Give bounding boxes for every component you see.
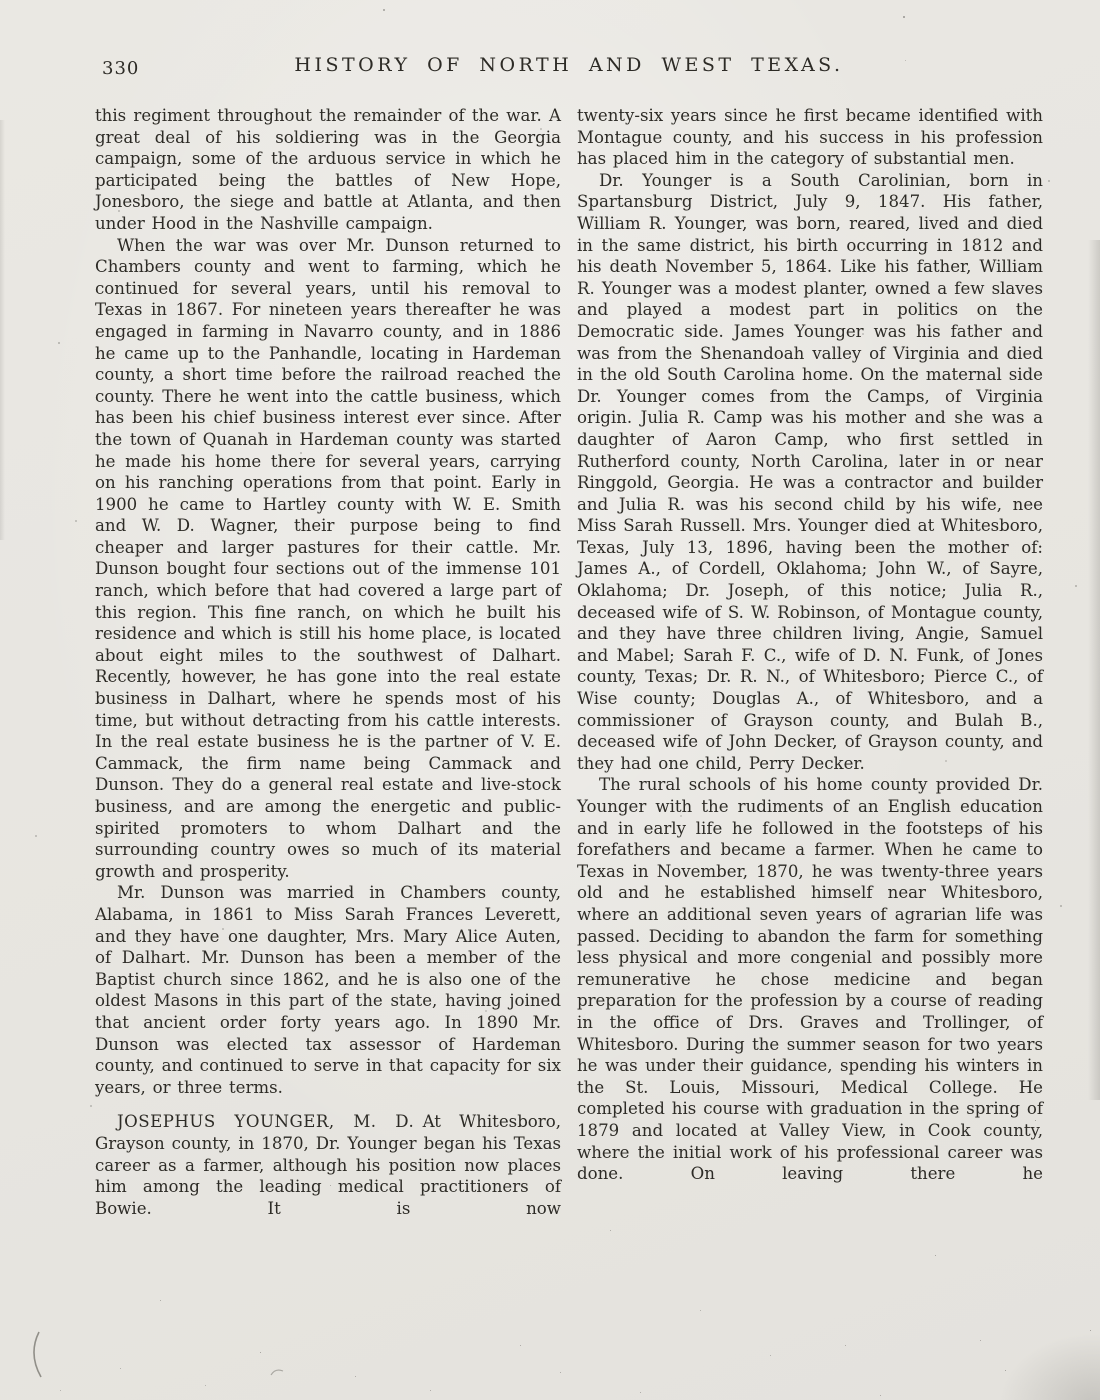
paragraph-text: Dr. Younger is a South Carolinian, born in Spartansburg District, July 9, 1847. His father, William R. Younger, was born, reared, lived and died in the same district, his birth occurring in 1812 and his death November 5, 1864. Like his father, William R. Younger was a modest planter, owned a few slaves and played a modest part in politics on the Democratic side. James Younger was his father and was from the Shenandoah valley of Virginia and died in the old South Carolina home. On the maternal side Dr. Younger comes from the Camps, of Virginia origin. Julia R. Camp was his mother and she was a daughter of Aaron Camp, who first settled in Rutherford county, North Carolina, later in or near Ringgold, Georgia. He was a contractor and builder and Julia R. was his second child by his wife, nee Miss Sarah Russell. Mrs. Younger died at Whitesboro, Texas, July 13, 1896, having been the mother of: James A., of Cordell, Oklahoma; John W., of Sayre, Oklahoma; Dr. Joseph, of this notice; Julia R., deceased wife of S. W. Robinson, of Montague county, and they have three children living, Angie, Samuel and Mabel; Sarah F. C., wife of D. N. Funk, of Jones county, Texas; Dr. R. N., of Whitesboro; Pierce C., of Wise county; Douglas A., of Whitesboro, and a commissioner of Grayson county, and Bulah B., deceased wife of John Decker, of Grayson county, and they had one child, Perry Decker. (577, 170, 1043, 773)
page-header (0, 48, 1100, 88)
paragraph-text: At Whitesboro, Grayson county, in 1870, Dr. Younger began his Texas career as a farmer, although his position now places him among the leading medical practitioners of Bowie. It is now (95, 1112, 561, 1218)
paragraph-text: twenty-six years since he first became identified with Montague county, and his success in his profession has placed him in the category of substantial men. (577, 106, 1043, 169)
running-title: HISTORY OF NORTH AND WEST TEXAS. (294, 54, 844, 76)
paper-speckles-fine (0, 0, 1, 1)
text-body (95, 105, 1043, 1219)
pen-mark-artifact (28, 1330, 48, 1380)
text-column-right (577, 105, 1043, 1219)
scan-edge-shading-left (0, 120, 5, 540)
scan-edge-shading-right (1088, 240, 1100, 1100)
text-column-left (95, 105, 561, 1219)
paragraph-text: When the war was over Mr. Dunson returned to Chambers county and went to farming, which he continued for several years, until his removal to Texas in 1867. For nineteen years thereafter he was engaged in farming in Navarro county, and in 1886 he came up to the Panhandle, locating in Hardeman county, a short time before the railroad reached the county. There he went into the cattle business, which has been his chief business interest ever since. After the town of Quanah in Hardeman county was started he made his home there for several years, carrying on his ranching operations from that point. Early in 1900 he came to Hartley county with W. E. Smith and W. D. Wagner, their purpose being to find cheaper and larger pastures for their cattle. Mr. Dunson bought four sections out of the immense 101 ranch, which before that had covered a large part of this region. This fine ranch, on which he built his residence and which is still his home place, is located about eight miles to the southwest of Dalhart. Recently, however, he has gone into the real estate business in Dalhart, where he spends most of his time, but without detracting from his cattle interests. In the real estate business he is the partner of V. E. Cammack, the firm name being Cammack and Dunson. They do a general real estate and live-stock business, and are among the energetic and public-spirited promoters to whom Dalhart and the surrounding country owes so much of its material growth and prosperity. (95, 235, 561, 881)
scratch-mark-artifact (270, 1366, 286, 1378)
entry-heading: JOSEPHUS YOUNGER, M. D. (117, 1112, 415, 1132)
paragraph (577, 774, 1043, 1184)
paragraph (95, 1111, 561, 1219)
page-number: 330 (102, 58, 140, 79)
paragraph (95, 235, 561, 883)
paragraph-text: The rural schools of his home county provided Dr. Younger with the rudiments of an English education and in early life he followed in the footsteps of his forefathers and became a farmer. When he came to Texas in November, 1870, he was twenty-three years old and he established himself near Whitesboro, where an additional seven years of agrarian life was passed. Deciding to abandon the farm for something less physical and more congenial and possibly more remunerative he chose medicine and began preparation for the profession by a course of reading in the office of Drs. Graves and Trollinger, of Whitesboro. During the summer season for two years he was under their guidance, spending his winters in the St. Louis, Missouri, Medical College. He completed his course with graduation in the spring of 1879 and located at Valley View, in Cook county, where the initial work of his professional career was done. On leaving there he (577, 775, 1043, 1184)
scan-corner-smudge (998, 1332, 1100, 1400)
paragraph (577, 170, 1043, 775)
paragraph-text: Mr. Dunson was married in Chambers county, Alabama, in 1861 to Miss Sarah Frances Leverett, and they have one daughter, Mrs. Mary Alice Auten, of Dalhart. Mr. Dunson has been a member of the Baptist church since 1862, and he is also one of the oldest Masons in this part of the state, having joined that ancient order forty years ago. In 1890 Mr. Dunson was elected tax assessor of Hardeman county, and continued to serve in that capacity for six years, or three terms. (95, 883, 561, 1097)
paragraph-text: this regiment throughout the remainder of the war. A great deal of his soldiering was in the Georgia campaign, some of the arduous service in which he participated being the battles of New Hope, Jonesboro, the siege and battle at Atlanta, and then under Hood in the Nashville campaign. (95, 106, 561, 233)
paragraph (577, 105, 1043, 170)
paragraph (95, 882, 561, 1098)
paragraph (95, 105, 561, 235)
